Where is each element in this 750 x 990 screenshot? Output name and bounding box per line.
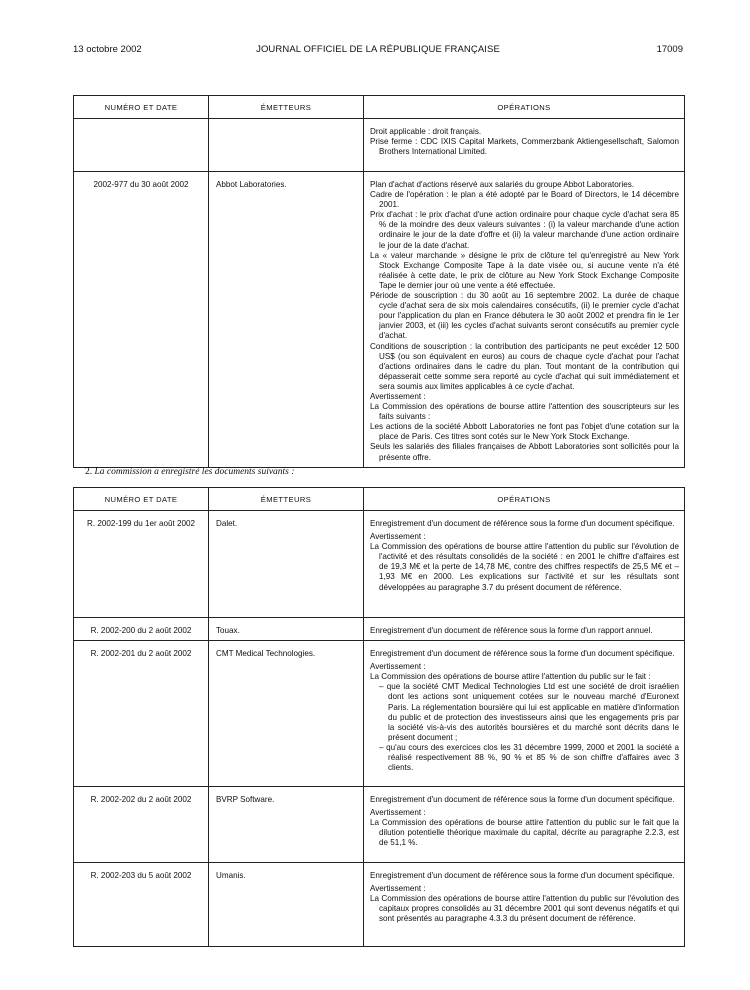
operation-line: Cadre de l'opération : le plan a été adopté par le Board of Directors, le 14 décembre 2001. bbox=[370, 190, 679, 210]
operation-line: Seuls les salariés des filiales françaises de Abbott Laboratories sont sollicités pour la présente offre. bbox=[370, 442, 679, 462]
row-numero: R. 2002-200 du 2 août 2002 bbox=[74, 618, 209, 641]
operation-line: La Commission des opérations de bourse attire l'attention du public sur l'évolution de l'activité et des résultats consolidés de la société : en 2001 le chiffre d'affaires est de 19,3 M€ et la perte de 14,78 M€, contre des chiffres respectifs de 25,5 M€ et – 1,93 M€ en 2000. Les explications sur l'activité et sur les résultats sont développées au paragraphe 3.7 du présent document de référence. bbox=[370, 542, 679, 592]
operation-line: La « valeur marchande » désigne le prix de clôture tel qu'enregistré au New York Stock Exchange Composite Tape à la date visée ou, si aucune vente n'a été réalisée à cette date, le prix de clôture au New York Stock Exchange Composite Tape le dernier jour où une vente a été effectuée. bbox=[370, 250, 679, 290]
row-emetteur: CMT Medical Technologies. bbox=[209, 641, 364, 787]
row-emetteur: Dalet. bbox=[209, 511, 364, 618]
operation-line: – que la société CMT Medical Technologies Ltd est une société de droit israélien dont les actions sont uniquement cotées sur le nouveau marché d'Euronext Paris. La réglementation boursière qui lui est applicable en matière d'information du public et de protection des investisseurs ainsi que les engagements pris par la société vis-à-vis des autorités boursières et du marché sont décrits dans le présent document ; bbox=[379, 682, 679, 742]
column-header-numero: NUMÉRO ET DATE bbox=[74, 96, 209, 119]
table-row bbox=[74, 618, 685, 641]
operation-line: Enregistrement d'un document de référence sous la forme d'un document spécifique. bbox=[370, 871, 675, 881]
operation-line: Plan d'achat d'actions réservé aux salariés du groupe Abbot Laboratories. bbox=[370, 180, 635, 189]
table-row bbox=[74, 863, 685, 947]
table-header-row bbox=[74, 96, 685, 119]
warning-heading: Avertissement : bbox=[370, 532, 426, 542]
row-numero: R. 2002-202 du 2 août 2002 bbox=[74, 787, 209, 863]
operation-line: Prise ferme : CDC IXIS Capital Markets, Commerzbank Aktiengesellschaft, Salomon Brothers International Limited. bbox=[370, 137, 679, 157]
row-emetteur: Umanis. bbox=[209, 863, 364, 947]
header-date: 13 octobre 2002 bbox=[73, 44, 142, 55]
operation-line: Prix d'achat : le prix d'achat d'une action ordinaire pour chaque cycle d'achat sera 85 % de la moindre des deux valeurs suivantes : (i) la valeur marchande d'une action ordinaire le jour de la date d'offre et (ii) la valeur marchande d'une action ordinaire le jour de la date d'achat. bbox=[370, 210, 679, 250]
operation-line: La Commission des opérations de bourse attire l'attention du public sur l'évolution des capitaux propres consolidés au 31 décembre 2001 qui sont devenus négatifs et qui sont présentés au paragraphe 4.3.3 du présent document de référence. bbox=[370, 894, 679, 924]
operation-line: Enregistrement d'un document de référence sous la forme d'un document spécifique. bbox=[370, 649, 675, 659]
row-operations bbox=[364, 618, 685, 641]
row-operations bbox=[364, 863, 685, 947]
operation-line: Enregistrement d'un document de référence sous la forme d'un rapport annuel. bbox=[370, 626, 653, 635]
row-numero: R. 2002-201 du 2 août 2002 bbox=[74, 641, 209, 787]
table-header-row bbox=[74, 488, 685, 511]
journal-title: JOURNAL OFFICIEL DE LA RÉPUBLIQUE FRANÇAISE bbox=[256, 44, 500, 55]
row-operations bbox=[364, 119, 685, 172]
operation-line: – qu'au cours des exercices clos les 31 décembre 1999, 2000 et 2001 la société a réalisé respectivement 88 %, 90 % et 85 % de son chiffre d'affaires avec 3 clients. bbox=[379, 742, 679, 773]
operation-line: Enregistrement d'un document de référence sous la forme d'un document spécifique. bbox=[370, 795, 675, 805]
row-emetteur bbox=[209, 119, 364, 172]
operation-line: Conditions de souscription : la contribution des participants ne peut excéder 12 500 US$ (ou son équivalent en euros) au cours de chaque cycle d'achat pour l'achat d'actions ordinaires dans le cadre du plan. Tout montant de la contribution qui dépasserait cette somme sera reporté au cycle d'achat qui suit immédiatement et sera soumis aux limites applicables à ce cycle d'achat. bbox=[370, 341, 679, 391]
operation-line: La Commission des opérations de bourse attire l'attention du public sur le fait : bbox=[370, 672, 651, 682]
section-text: La commission a enregistré les documents suivants : bbox=[94, 467, 295, 477]
column-header-numero: NUMÉRO ET DATE bbox=[74, 488, 209, 511]
row-operations bbox=[364, 172, 685, 468]
row-numero: 2002-977 du 30 août 2002 bbox=[74, 172, 209, 468]
operation-line: Enregistrement d'un document de référence sous la forme d'un document spécifique. bbox=[370, 519, 675, 528]
page-number: 17009 bbox=[656, 44, 683, 55]
operation-line: Période de souscription : du 30 août au 16 septembre 2002. La durée de chaque cycle d'achat sera de six mois calendaires consécutifs, (ii) le premier cycle d'achat pour l'application du plan en France débutera le 30 août 2002 et prendra fin le 1er janvier 2003, et (iii) les cycles d'achat suivants seront consécutifs au premier cycle d'achat. bbox=[370, 291, 679, 341]
row-operations bbox=[364, 787, 685, 863]
page-header bbox=[73, 44, 683, 58]
operations-table-2 bbox=[73, 487, 685, 947]
operations-table-1 bbox=[73, 95, 685, 468]
row-emetteur: Touax. bbox=[209, 618, 364, 641]
column-header-operations: OPÉRATIONS bbox=[364, 488, 685, 511]
row-operations bbox=[364, 641, 685, 787]
operation-line: Droit applicable : droit français. bbox=[370, 127, 482, 136]
operation-line: Les actions de la société Abbott Laboratories ne font pas l'objet d'une cotation sur la place de Paris. Ces titres sont cotés sur le New York Stock Exchange. bbox=[370, 422, 679, 442]
table-row bbox=[74, 641, 685, 787]
column-header-emetteurs: ÉMETTEURS bbox=[209, 96, 364, 119]
warning-heading: Avertissement : bbox=[370, 391, 426, 401]
table-row bbox=[74, 511, 685, 618]
row-numero bbox=[74, 119, 209, 172]
column-header-emetteurs: ÉMETTEURS bbox=[209, 488, 364, 511]
row-operations bbox=[364, 511, 685, 618]
row-emetteur: Abbot Laboratories. bbox=[209, 172, 364, 468]
operation-line: La Commission des opérations de bourse attire l'attention du public sur le fait que la dilution potentielle théorique maximale du capital, décrite au paragraphe 2.2.3, est de 51,1 %. bbox=[370, 818, 679, 848]
section-number: 2. bbox=[85, 467, 93, 477]
table-row bbox=[74, 172, 685, 468]
table-row bbox=[74, 787, 685, 863]
row-numero: R. 2002-203 du 5 août 2002 bbox=[74, 863, 209, 947]
row-emetteur: BVRP Software. bbox=[209, 787, 364, 863]
operation-line: La Commission des opérations de bourse attire l'attention des souscripteurs sur les faits suivants : bbox=[370, 402, 679, 422]
warning-heading: Avertissement : bbox=[370, 884, 426, 894]
row-numero: R. 2002-199 du 1er août 2002 bbox=[74, 511, 209, 618]
warning-heading: Avertissement : bbox=[370, 808, 426, 818]
section-heading bbox=[85, 467, 294, 477]
warning-heading: Avertissement : bbox=[370, 662, 426, 672]
table-row bbox=[74, 119, 685, 172]
column-header-operations: OPÉRATIONS bbox=[364, 96, 685, 119]
